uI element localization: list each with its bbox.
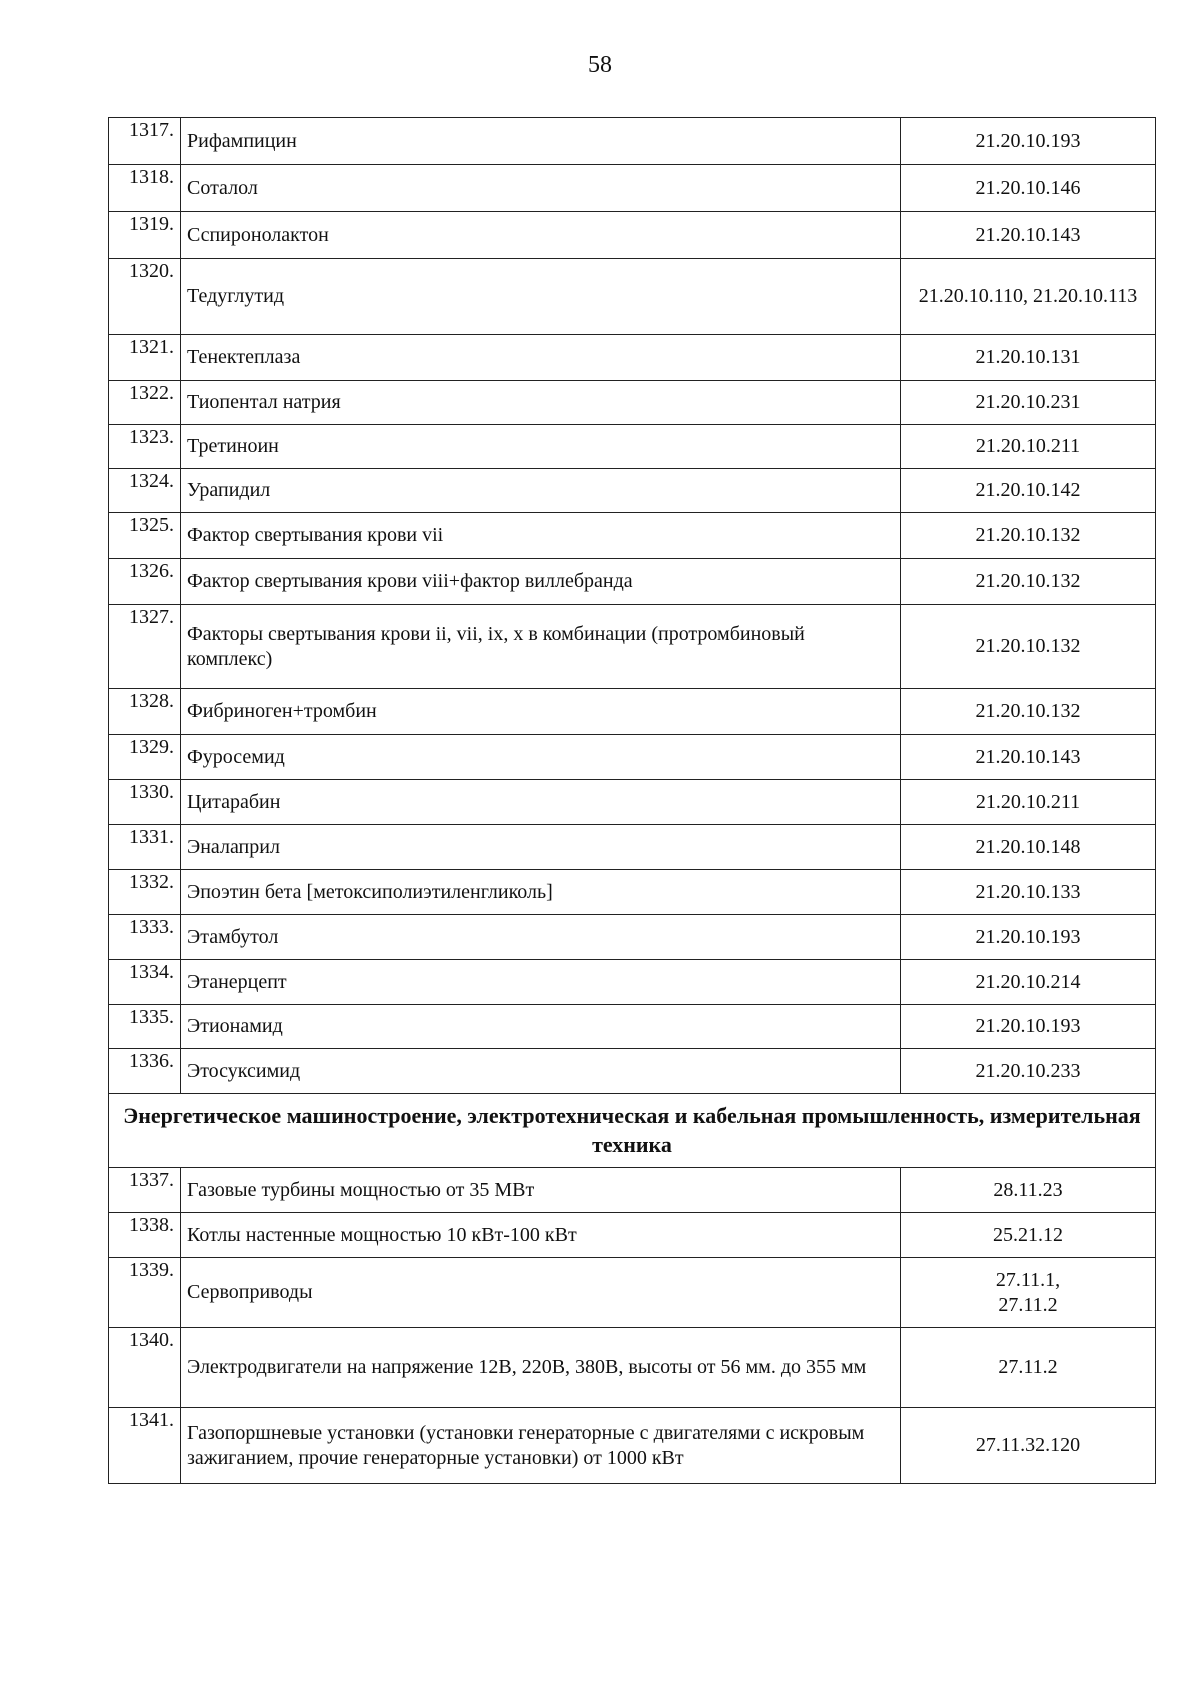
table-row (109, 118, 1156, 165)
okpd-code-cell (901, 960, 1156, 1005)
product-name: Эналаприл (181, 825, 901, 870)
product-name: Этосуксимид (181, 1049, 901, 1094)
product-name: Фибриноген+тромбин (181, 689, 901, 735)
row-number: 1333. (109, 915, 181, 960)
okpd-code: 21.20.10.211 (975, 790, 1081, 813)
row-number: 1320. (109, 259, 181, 335)
okpd-code-cell (901, 165, 1156, 212)
row-number: 1339. (109, 1258, 181, 1328)
row-number: 1336. (109, 1049, 181, 1094)
product-name: Урапидил (181, 469, 901, 513)
table-row (109, 425, 1156, 469)
row-number: 1326. (109, 559, 181, 605)
okpd-code-cell (901, 735, 1156, 780)
table-row (109, 780, 1156, 825)
table-row (109, 605, 1156, 689)
product-name: Цитарабин (181, 780, 901, 825)
okpd-code: 27.11.32.120 (975, 1434, 1081, 1456)
okpd-code: 21.20.10.132 (975, 570, 1081, 592)
okpd-code: 25.21.12 (993, 1223, 1063, 1246)
table-row (109, 165, 1156, 212)
row-number: 1327. (109, 605, 181, 689)
product-name: Этанерцепт (181, 960, 901, 1005)
okpd-code-cell (901, 1005, 1156, 1049)
okpd-code-cell (901, 915, 1156, 960)
row-number: 1318. (109, 165, 181, 212)
product-name: Электродвигатели на напряжение 12В, 220В, 380В, высоты от 56 мм. до 355 мм (181, 1328, 901, 1408)
product-name: Газопоршневые установки (установки генераторные с двигателями с искровым зажиганием, прочие генераторные установки) от 1000 кВт (181, 1408, 901, 1484)
okpd-code-cell (901, 870, 1156, 915)
table-row (109, 825, 1156, 870)
row-number: 1325. (109, 513, 181, 559)
okpd-code-cell (901, 689, 1156, 735)
product-name: Тедуглутид (181, 259, 901, 335)
okpd-code: 21.20.10.132 (975, 635, 1081, 657)
row-number: 1337. (109, 1168, 181, 1213)
okpd-code-cell (901, 559, 1156, 605)
row-number: 1319. (109, 212, 181, 259)
table-row (109, 1213, 1156, 1258)
row-number: 1321. (109, 335, 181, 381)
table-row (109, 915, 1156, 960)
okpd-code: 21.20.10.146 (975, 176, 1081, 199)
table-row (109, 469, 1156, 513)
row-number: 1331. (109, 825, 181, 870)
row-number: 1340. (109, 1328, 181, 1408)
okpd-code-cell (901, 118, 1156, 165)
product-name: Тиопентал натрия (181, 381, 901, 425)
table-row (109, 1328, 1156, 1408)
okpd-code-cell (901, 335, 1156, 381)
okpd-code: 21.20.10.143 (975, 745, 1081, 768)
table-body (109, 118, 1156, 1484)
okpd-code-cell (901, 425, 1156, 469)
table-row (109, 212, 1156, 259)
okpd-code: 21.20.10.214 (975, 970, 1081, 993)
table-row (109, 1005, 1156, 1049)
okpd-code: 21.20.10.193 (975, 1015, 1081, 1037)
table-row (109, 1408, 1156, 1484)
product-list-table (108, 117, 1156, 1484)
okpd-code-cell (901, 1258, 1156, 1328)
okpd-code: 21.20.10.132 (975, 524, 1081, 546)
product-name: Котлы настенные мощностью 10 кВт-100 кВт (181, 1213, 901, 1258)
row-number: 1335. (109, 1005, 181, 1049)
page-number: 58 (588, 52, 612, 78)
okpd-code-cell (901, 513, 1156, 559)
product-name: Третиноин (181, 425, 901, 469)
product-name: Сервоприводы (181, 1258, 901, 1328)
product-name: Соталол (181, 165, 901, 212)
row-number: 1338. (109, 1213, 181, 1258)
product-name: Фактор свертывания крови vii (181, 513, 901, 559)
okpd-code: 21.20.10.132 (975, 700, 1081, 722)
row-number: 1317. (109, 118, 181, 165)
table-row (109, 689, 1156, 735)
okpd-code-cell (901, 1408, 1156, 1484)
okpd-code-cell (901, 1328, 1156, 1408)
okpd-code: 21.20.10.142 (975, 479, 1081, 501)
okpd-code: 21.20.10.143 (975, 223, 1081, 246)
okpd-code: 21.20.10.231 (975, 391, 1081, 413)
okpd-code-cell (901, 780, 1156, 825)
okpd-code-cell (901, 381, 1156, 425)
row-number: 1324. (109, 469, 181, 513)
product-name: Тенектеплаза (181, 335, 901, 381)
row-number: 1329. (109, 735, 181, 780)
okpd-code: 21.20.10.193 (975, 925, 1081, 948)
table-row (109, 559, 1156, 605)
okpd-code: 28.11.23 (993, 1178, 1063, 1201)
okpd-code-cell (901, 1168, 1156, 1213)
product-name: Этионамид (181, 1005, 901, 1049)
product-name: Эпоэтин бета [метоксиполиэтиленгликоль] (181, 870, 901, 915)
product-name: Фуросемид (181, 735, 901, 780)
okpd-code: 21.20.10.148 (975, 835, 1081, 858)
table-row (109, 1258, 1156, 1328)
product-name: Фактор свертывания крови viii+фактор виллебранда (181, 559, 901, 605)
okpd-code: 27.11.2 (998, 1356, 1058, 1378)
table-row (109, 960, 1156, 1005)
row-number: 1341. (109, 1408, 181, 1484)
section-title: Энергетическое машиностроение, электротехническая и кабельная промышленность, измерительная техника (109, 1094, 1156, 1168)
okpd-code: 21.20.10.131 (975, 346, 1081, 368)
okpd-code: 27.11.1, (995, 1268, 1061, 1291)
okpd-code-cell (901, 1213, 1156, 1258)
product-name: Этамбутол (181, 915, 901, 960)
product-name: Сспиронолактон (181, 212, 901, 259)
okpd-code-cell (901, 259, 1156, 335)
okpd-code: 27.11.2 (998, 1293, 1058, 1316)
row-number: 1330. (109, 780, 181, 825)
okpd-code: 21.20.10.193 (975, 129, 1081, 152)
section-header-row (109, 1094, 1156, 1168)
table-row (109, 513, 1156, 559)
table-row (109, 735, 1156, 780)
okpd-code: 21.20.10.211 (975, 435, 1081, 457)
product-name: Газовые турбины мощностью от 35 МВт (181, 1168, 901, 1213)
okpd-code-cell (901, 212, 1156, 259)
okpd-code: 21.20.10.233 (975, 1059, 1081, 1082)
okpd-code: 21.20.10.110, 21.20.10.113 (918, 285, 1138, 307)
row-number: 1332. (109, 870, 181, 915)
okpd-code-cell (901, 825, 1156, 870)
product-name: Рифампицин (181, 118, 901, 165)
table-row (109, 1049, 1156, 1094)
okpd-code-cell (901, 469, 1156, 513)
okpd-code-cell (901, 1049, 1156, 1094)
row-number: 1328. (109, 689, 181, 735)
row-number: 1323. (109, 425, 181, 469)
table-row (109, 870, 1156, 915)
table-row (109, 1168, 1156, 1213)
row-number: 1322. (109, 381, 181, 425)
table-row (109, 335, 1156, 381)
okpd-code: 21.20.10.133 (975, 880, 1081, 903)
product-name: Факторы свертывания крови ii, vii, ix, x в комбинации (протромбиновый комплекс) (181, 605, 901, 689)
row-number: 1334. (109, 960, 181, 1005)
table-row (109, 259, 1156, 335)
table-row (109, 381, 1156, 425)
okpd-code-cell (901, 605, 1156, 689)
